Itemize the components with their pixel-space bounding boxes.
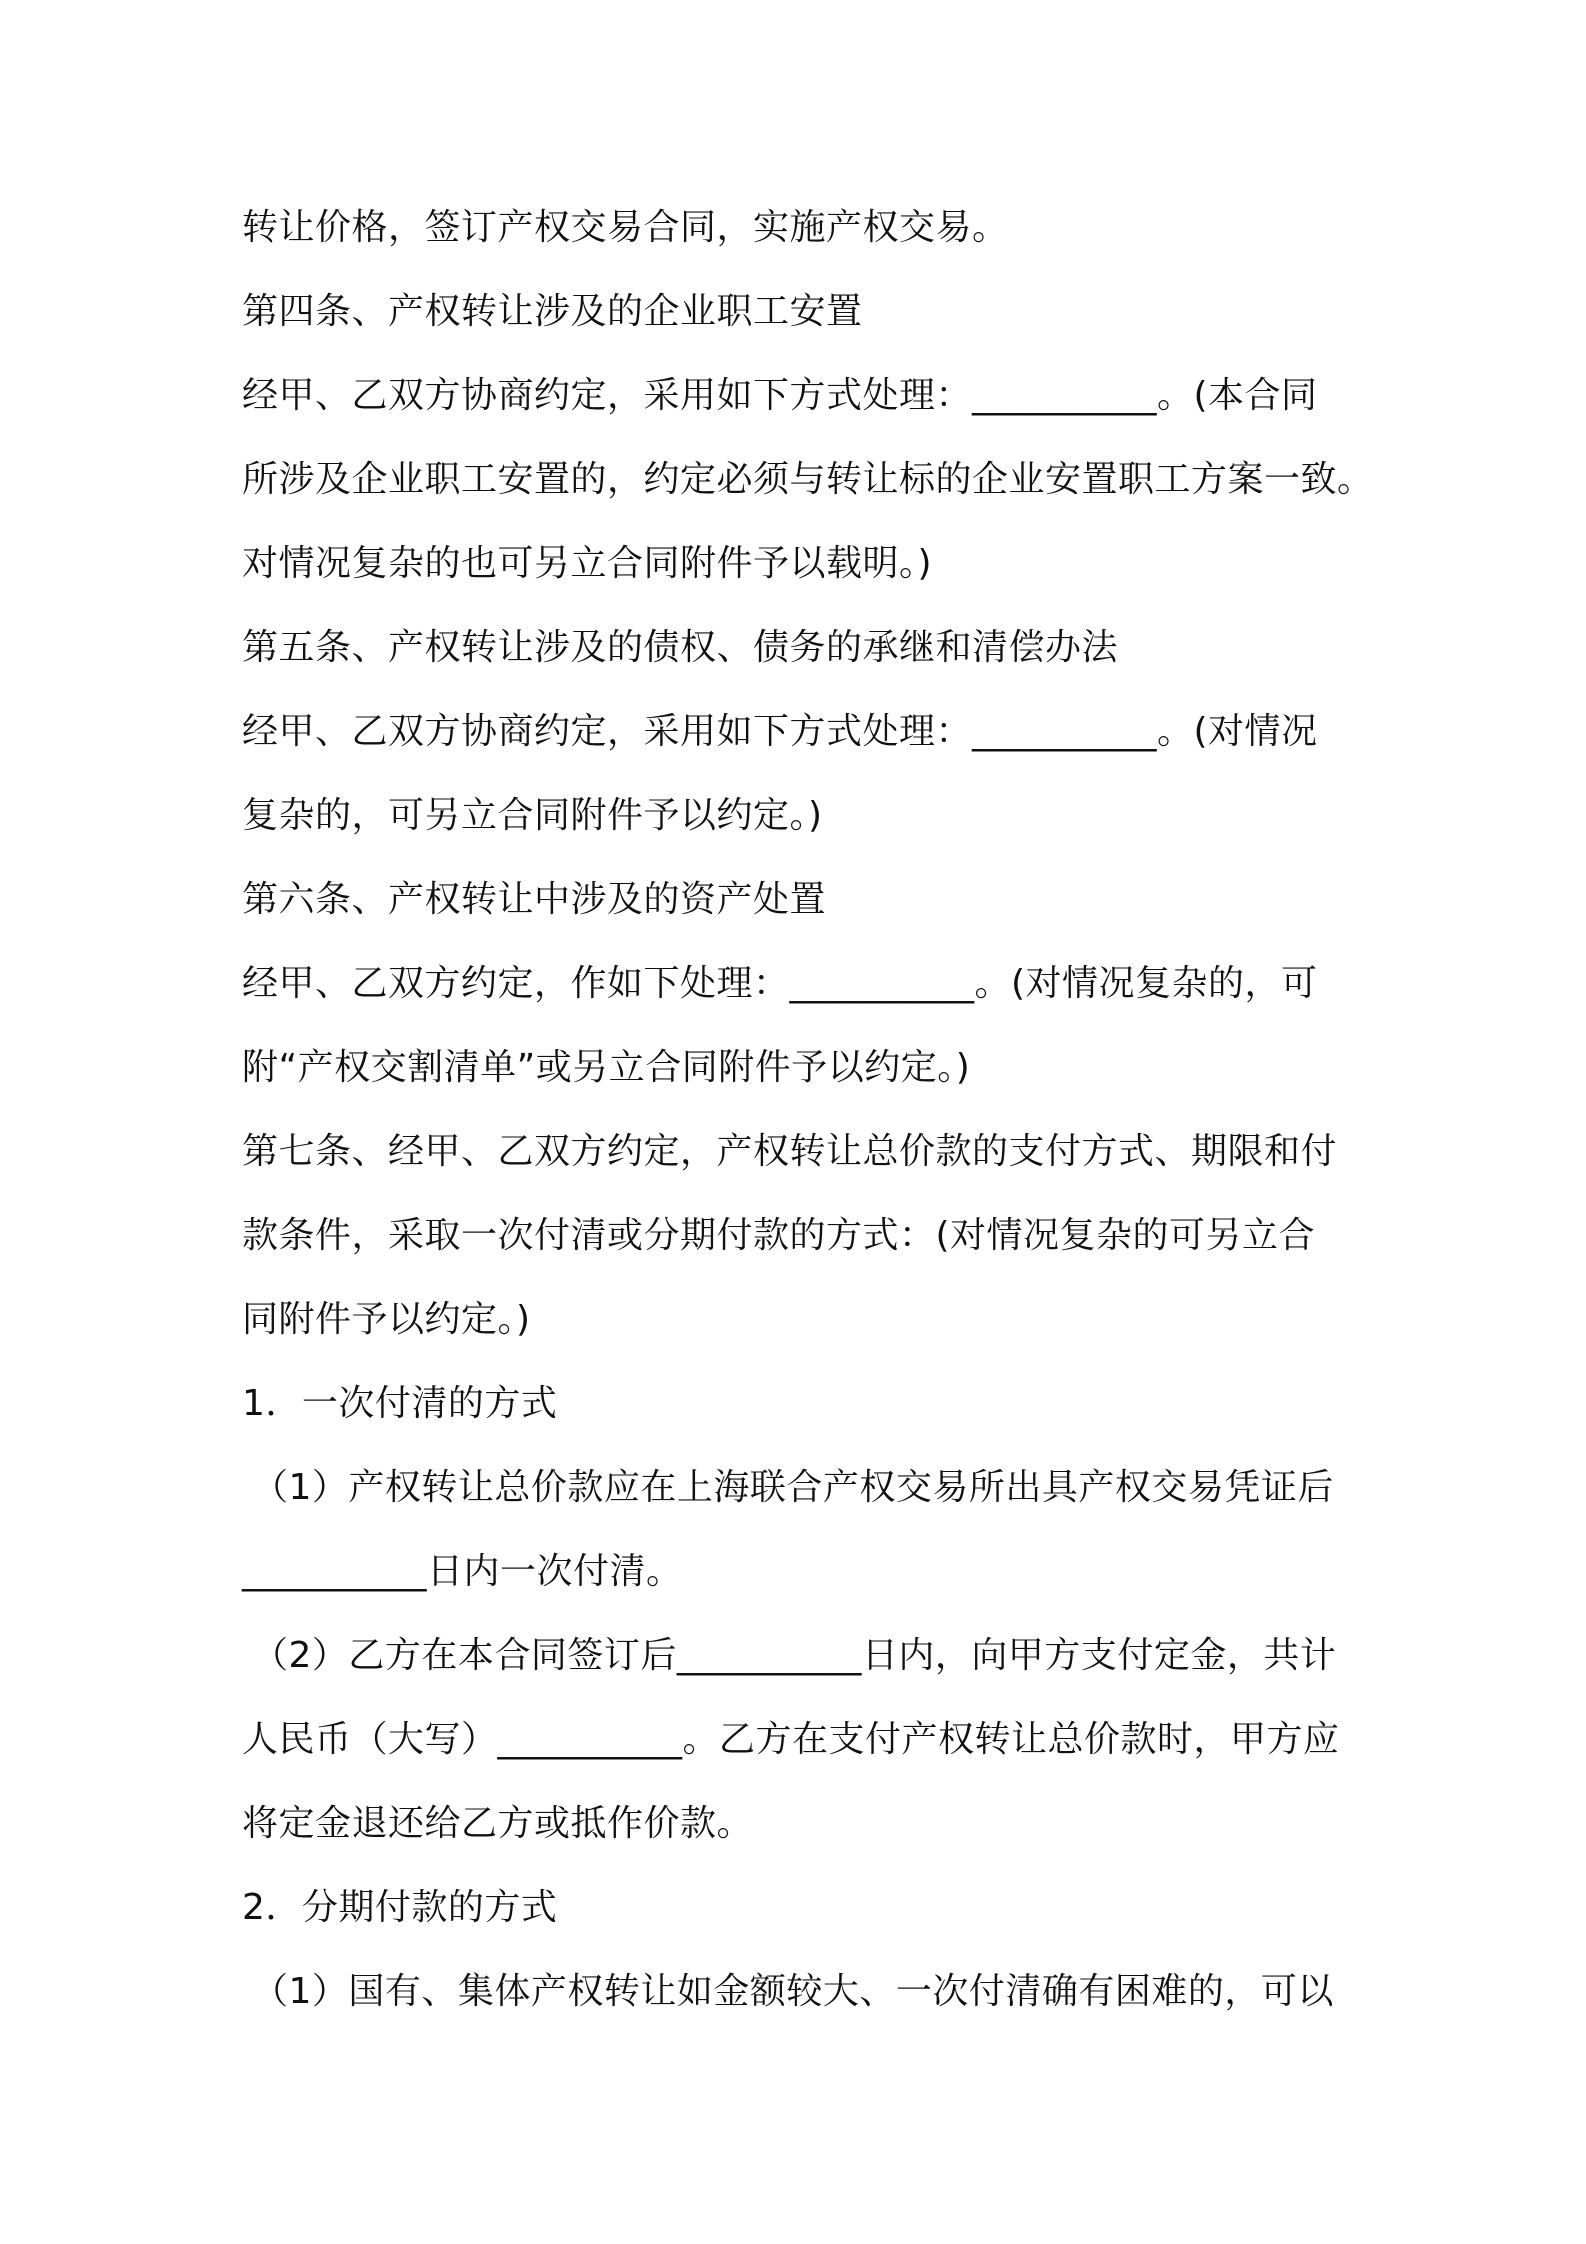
paragraph-line: 款条件，采取一次付清或分期付款的方式：(对情况复杂的可另立合: [242, 1215, 1316, 1256]
paragraph-line: __________日内一次付清。: [242, 1551, 683, 1592]
paragraph-line: 所涉及企业职工安置的，约定必须与转让标的企业安置职工方案一致。: [242, 459, 1374, 500]
paragraph-line: 经甲、乙双方协商约定，采用如下方式处理：__________。(对情况: [242, 711, 1318, 752]
paragraph-line: 复杂的，可另立合同附件予以约定。): [242, 795, 823, 836]
article-heading: 第四条、产权转让涉及的企业职工安置: [242, 291, 863, 332]
section-heading: 2．分期付款的方式: [242, 1887, 558, 1928]
section-heading: 1．一次付清的方式: [242, 1383, 558, 1424]
article-heading: 第六条、产权转让中涉及的资产处置: [242, 879, 827, 920]
paragraph-line: 对情况复杂的也可另立合同附件予以载明。): [242, 543, 933, 584]
article-heading: 第五条、产权转让涉及的债权、债务的承继和清偿办法: [242, 627, 1119, 668]
list-item: （2）乙方在本合同签订后__________日内，向甲方支付定金，共计: [252, 1635, 1337, 1676]
paragraph-line: 附“产权交割清单”或另立合同附件予以约定。): [242, 1047, 971, 1088]
paragraph-line: 人民币（大写）__________。乙方在支付产权转让总价款时，甲方应: [242, 1719, 1340, 1760]
paragraph-line: 经甲、乙双方协商约定，采用如下方式处理：__________。(本合同: [242, 375, 1318, 416]
list-item: （1）产权转让总价款应在上海联合产权交易所出具产权交易凭证后: [252, 1467, 1334, 1508]
paragraph-line: 将定金退还给乙方或抵作价款。: [242, 1803, 754, 1844]
paragraph-line: 经甲、乙双方约定，作如下处理：__________。(对情况复杂的，可: [242, 963, 1318, 1004]
paragraph-line: 同附件予以约定。): [242, 1299, 531, 1340]
paragraph-line: 转让价格，签订产权交易合同，实施产权交易。: [242, 207, 1009, 248]
list-item: （1）国有、集体产权转让如金额较大、一次付清确有困难的，可以: [252, 1971, 1334, 2012]
article-heading: 第七条、经甲、乙双方约定，产权转让总价款的支付方式、期限和付: [242, 1131, 1338, 1172]
